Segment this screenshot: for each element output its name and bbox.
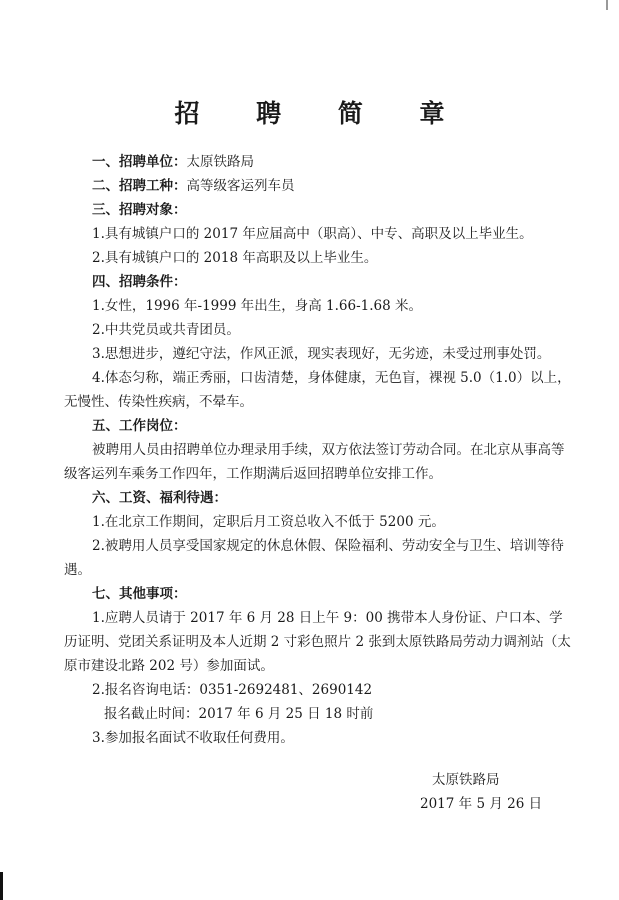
- section-4-item-continued: 无慢性、传染性疾病，不晕车。: [64, 394, 253, 410]
- section-7-text: 历证明、党团关系证明及本人近期 2 寸彩色照片 2 张到太原铁路局劳动力调剂站（太: [64, 634, 571, 650]
- section-6-text: 遇。: [64, 562, 91, 578]
- section-6-text: 2.被聘用人员享受国家规定的休息休假、保险福利、劳动安全与卫生、培训等待: [92, 538, 564, 554]
- section-6-heading: 六、工资、福利待遇：: [92, 490, 227, 506]
- section-7-text: 3.参加报名面试不收取任何费用。: [92, 730, 294, 746]
- signature-date: 2017 年 5 月 26 日: [420, 796, 543, 812]
- section-heading: 一、招聘单位：: [92, 154, 187, 170]
- section-4-item: 1.女性，1996 年-1999 年出生，身高 1.66-1.68 米。: [92, 298, 422, 314]
- signature-org: 太原铁路局: [432, 772, 500, 788]
- section-4-item: 2.中共党员或共青团员。: [92, 322, 240, 338]
- section-4-item: 4.体态匀称，端正秀丽，口齿清楚，身体健康，无色盲，裸视 5.0（1.0）以上，: [92, 370, 571, 386]
- section-3-item: 2.具有城镇户口的 2018 年高职及以上毕业生。: [92, 250, 378, 266]
- scan-edge-dot: [606, 0, 608, 10]
- section-6-text: 1.在北京工作期间，定职后月工资总收入不低于 5200 元。: [92, 514, 445, 530]
- section-2: [92, 177, 295, 195]
- scan-edge-mark: [0, 872, 3, 900]
- section-7-heading: 七、其他事项：: [92, 586, 187, 602]
- section-3-item: 1.具有城镇户口的 2017 年应届高中（职高）、中专、高职及以上毕业生。: [92, 226, 533, 242]
- page-title: 招 聘 简 章: [174, 99, 469, 128]
- section-1: [92, 153, 254, 171]
- section-7-text: 1.应聘人员请于 2017 年 6 月 28 日上午 9：00 携带本人身份证、户口本、学: [92, 610, 563, 626]
- section-5-heading: 五、工作岗位：: [92, 418, 187, 434]
- section-4-item: 3.思想进步，遵纪守法，作风正派，现实表现好，无劣迹，未受过刑事处罚。: [92, 346, 551, 362]
- section-heading: 二、招聘工种：: [92, 178, 187, 194]
- section-7-text: 报名截止时间：2017 年 6 月 25 日 18 时前: [104, 706, 374, 722]
- section-5-text: 级客运列车乘务工作四年，工作期满后返回招聘单位安排工作。: [64, 466, 442, 482]
- section-3-heading: 三、招聘对象：: [92, 202, 187, 218]
- section-7-text: 原市建设北路 202 号）参加面试。: [64, 658, 274, 674]
- section-value: 高等级客运列车员: [186, 178, 295, 194]
- section-4-heading: 四、招聘条件：: [92, 274, 187, 290]
- section-5-text: 被聘用人员由招聘单位办理录用手续，双方依法签订劳动合同。在北京从事高等: [92, 442, 565, 458]
- section-value: 太原铁路局: [186, 154, 254, 170]
- section-7-text: 2.报名咨询电话：0351-2692481、2690142: [92, 682, 373, 698]
